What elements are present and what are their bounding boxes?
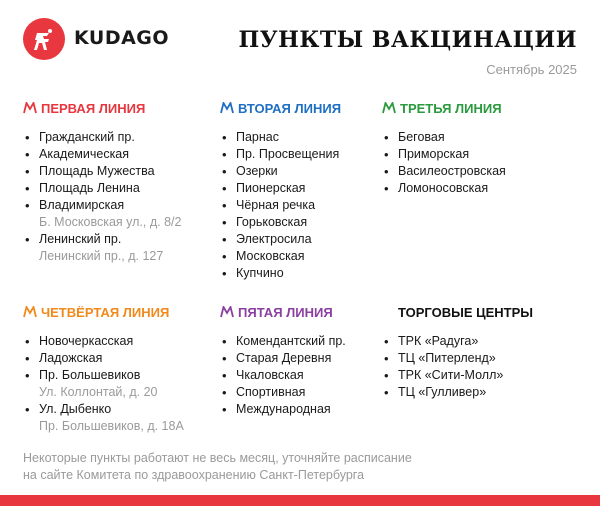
metro-icon xyxy=(220,102,234,114)
station-item xyxy=(220,401,400,418)
station-name: Старая Деревня xyxy=(236,351,332,365)
line-column-3 xyxy=(382,100,562,197)
bottom-accent-bar xyxy=(0,495,600,506)
station-address: Пр. Большевиков, д. 18А xyxy=(39,419,184,433)
station-item xyxy=(220,146,400,163)
mall-item: • ТЦ «Питерленд» xyxy=(382,350,562,367)
station-name: Комендантский пр. xyxy=(236,334,346,348)
station-item xyxy=(220,231,400,248)
station-item xyxy=(220,265,400,282)
station-item xyxy=(23,129,203,146)
metro-icon xyxy=(23,102,37,114)
station-name: Академическая xyxy=(39,147,130,161)
station-name: Ленинский пр. xyxy=(39,232,122,246)
station-name: Пр. Просвещения xyxy=(236,147,340,161)
line-column-4 xyxy=(23,304,203,435)
station-name: Чкаловская xyxy=(236,368,304,382)
station-name: Владимирская xyxy=(39,198,125,212)
station-item xyxy=(382,146,562,163)
footnote-line-2: на сайте Комитета по здравоохранению Санкт-Петербурга xyxy=(23,468,365,482)
line-heading xyxy=(220,100,400,116)
station-item xyxy=(23,231,203,265)
station-item xyxy=(23,333,203,350)
line-name: ТРЕТЬЯ ЛИНИЯ xyxy=(400,100,502,116)
station-name: Парнас xyxy=(236,130,279,144)
station-name: Спортивная xyxy=(236,385,306,399)
line-name: ПЯТАЯ ЛИНИЯ xyxy=(238,304,333,320)
station-item xyxy=(220,129,400,146)
station-name: Пионерская xyxy=(236,181,306,195)
metro-icon xyxy=(23,306,37,318)
page-title: ПУНКТЫ ВАКЦИНАЦИИ xyxy=(238,27,577,53)
line-name: ЧЕТВЁРТАЯ ЛИНИЯ xyxy=(41,304,170,320)
station-item xyxy=(220,214,400,231)
station-item xyxy=(220,197,400,214)
line-heading xyxy=(23,304,203,320)
station-item xyxy=(220,163,400,180)
station-name: Пр. Большевиков xyxy=(39,368,141,382)
mall-item: • ТРК «Радуга» xyxy=(382,333,562,350)
station-name: Горьковская xyxy=(236,215,308,229)
station-name: Беговая xyxy=(398,130,445,144)
station-item xyxy=(23,367,203,401)
station-name: Гражданский пр. xyxy=(39,130,135,144)
station-list xyxy=(23,333,203,435)
malls-column xyxy=(382,304,562,401)
station-item xyxy=(23,146,203,163)
station-item xyxy=(220,248,400,265)
station-item xyxy=(382,129,562,146)
station-item xyxy=(220,350,400,367)
line-heading xyxy=(382,100,562,116)
station-item xyxy=(382,163,562,180)
station-name: Международная xyxy=(236,402,331,416)
station-name: Электросила xyxy=(236,232,312,246)
station-item xyxy=(23,180,203,197)
kudago-logo[interactable] xyxy=(23,18,65,60)
metro-icon xyxy=(220,306,234,318)
station-name: Чёрная речка xyxy=(236,198,316,212)
station-list xyxy=(220,333,400,418)
station-item xyxy=(220,384,400,401)
page-subtitle: Сентябрь 2025 xyxy=(486,62,577,77)
station-item xyxy=(220,180,400,197)
station-name: Ломоносовская xyxy=(398,181,489,195)
station-name: Новочеркасская xyxy=(39,334,134,348)
malls-title: ТОРГОВЫЕ ЦЕНТРЫ xyxy=(398,304,534,320)
station-name: Купчино xyxy=(236,266,284,280)
station-name: Московская xyxy=(236,249,305,263)
station-name: Озерки xyxy=(236,164,278,178)
line-heading xyxy=(220,304,400,320)
metro-icon xyxy=(382,102,396,114)
malls-heading xyxy=(382,304,562,320)
mall-list xyxy=(382,333,562,401)
station-item xyxy=(23,197,203,231)
station-item xyxy=(220,367,400,384)
footnote-line-1: Некоторые пункты работают не весь месяц, уточняйте расписание xyxy=(23,451,412,465)
mall-item: • ТЦ «Гулливер» xyxy=(382,384,562,401)
station-item xyxy=(23,350,203,367)
station-item xyxy=(23,401,203,435)
mall-item: • ТРК «Сити-Молл» xyxy=(382,367,562,384)
station-name: Ул. Дыбенко xyxy=(39,402,112,416)
station-name: Ладожская xyxy=(39,351,103,365)
line-name: ВТОРАЯ ЛИНИЯ xyxy=(238,100,342,116)
line-heading xyxy=(23,100,203,116)
brand-name: KUDAGO xyxy=(74,27,170,49)
station-item xyxy=(382,180,562,197)
station-list xyxy=(23,129,203,265)
station-list xyxy=(220,129,400,282)
line-column-5 xyxy=(220,304,400,418)
line-name: ПЕРВАЯ ЛИНИЯ xyxy=(41,100,146,116)
station-name: Площадь Мужества xyxy=(39,164,155,178)
station-name: Приморская xyxy=(398,147,470,161)
station-address: Ул. Коллонтай, д. 20 xyxy=(39,385,158,399)
station-address: Ленинский пр., д. 127 xyxy=(39,249,164,263)
station-list xyxy=(382,129,562,197)
rider-icon xyxy=(29,24,59,54)
station-item xyxy=(23,163,203,180)
station-item xyxy=(220,333,400,350)
station-name: Площадь Ленина xyxy=(39,181,140,195)
station-address: Б. Московская ул., д. 8/2 xyxy=(39,215,182,229)
station-name: Василеостровская xyxy=(398,164,506,178)
line-column-2 xyxy=(220,100,400,282)
footnote xyxy=(23,450,543,484)
line-column-1 xyxy=(23,100,203,265)
